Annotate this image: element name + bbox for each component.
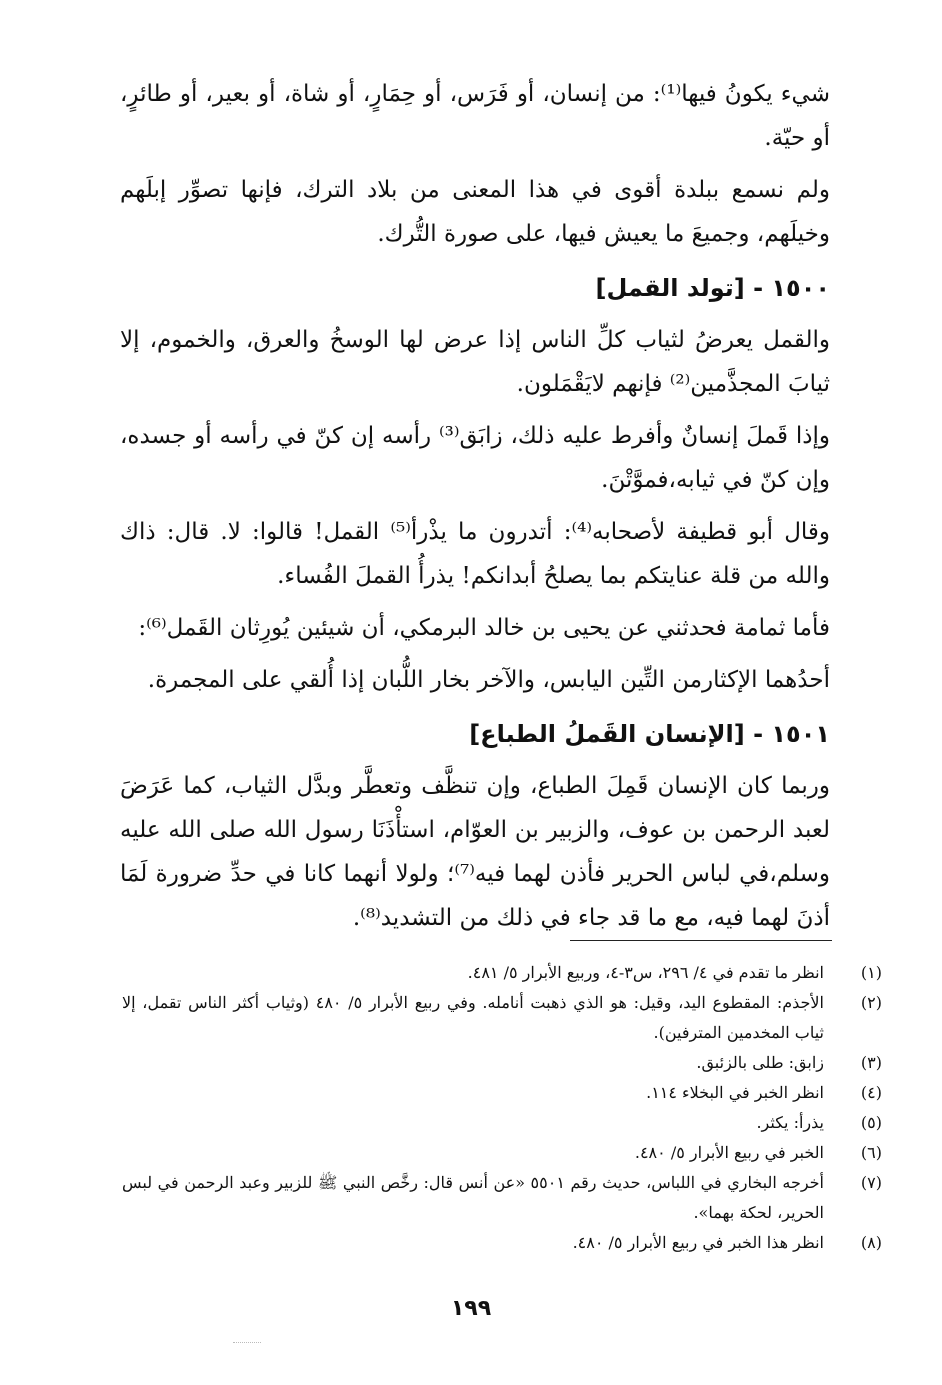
footnote-number: (٥) [860,1113,882,1132]
footnote-text: أخرجه البخاري في اللباس، حديث رقم ٥٥٠١ «عن أنس قال: رخَّص النبي ﷺ للزبير وعبد الرحمن في لبس الحرير، لحكة بهما». [122,1173,824,1222]
paragraph: والقمل يعرضُ لثياب كلِّ الناس إذا عرض لها الوسخُ والعرق، والخموم، إلا ثيابَ المجذَّمين⁽²⁾ فإنهم لايَقْمَلون. [120,327,830,397]
footnote-text: انظر الخبر في البخلاء ١١٤. [646,1083,824,1102]
footnotes [122,958,882,1258]
section-heading: ١٥٠١ - [الإنسان القَملُ الطباع] [469,720,830,748]
footnote [122,1108,882,1138]
footnote-text: الأجذم: المقطوع اليد، وقيل: هو الذي ذهبت أنامله. وفي ربيع الأبرار ٥/ ٤٨٠ (وثياب أكثر الناس تقمل، إلا ثياب المخدمين المترفين). [122,993,824,1042]
scan-mark [233,1342,261,1343]
footnote [122,1078,882,1108]
footnote [122,958,882,988]
footnote [122,988,882,1048]
footnote-text: الخبر في ربيع الأبرار ٥/ ٤٨٠. [634,1143,824,1162]
footnote-text: انظر هذا الخبر في ربيع الأبرار ٥/ ٤٨٠. [572,1233,824,1252]
footnote-text: يذرأ: يكثر. [756,1113,824,1132]
footnote-text: زابق: طلى بالزئبق. [696,1053,824,1072]
footnote-number: (٨) [860,1233,882,1252]
paragraph: وإذا قَملَ إنسانٌ وأفرط عليه ذلك، زابَق⁽³⁾ رأسه إن كنّ في رأسه أو جسده، وإن كنّ في ثيابه،فموَّتْنَ. [120,423,830,493]
footnote [122,1048,882,1078]
footnote [122,1228,882,1258]
paragraph: فأما ثمامة فحدثني عن يحيى بن خالد البرمكي، أن شيئين يُورِثان القَمل⁽⁶⁾: [138,615,830,641]
footnote-number: (٦) [860,1143,882,1162]
section-heading: ١٥٠٠ - [تولد القمل] [595,274,830,302]
paragraph: أحدُهما الإكثارمن التِّين اليابس، والآخر بخار اللُّبان إذا أُلقي على المجمرة. [147,667,830,693]
footnote-text: انظر ما تقدم في ٤/ ٢٩٦، س٣-٤، وربيع الأبرار ٥/ ٤٨١. [467,963,824,982]
footnote-number: (٤) [860,1083,882,1102]
footnote-number: (١) [860,963,882,982]
main-text [120,72,830,948]
paragraph: شيء يكونُ فيها⁽¹⁾: من إنسان، أو فَرَس، أو حِمَارٍ، أو شاة، أو بعير، أو طائرٍ، أو حيّة. [120,81,830,151]
footnote-number: (٢) [860,993,882,1012]
footnote [122,1168,882,1228]
footnote-number: (٣) [860,1053,882,1072]
footnote-separator [570,940,832,941]
paragraph: وقال أبو قطيفة لأصحابه⁽⁴⁾: أتدرون ما يذْرأ⁽⁵⁾ القمل! قالوا: لا. قال: ذاك والله من قلة عنايتكم بما يصلحُ أبدانكم! يذرأُ القملَ الفُساء. [120,519,831,589]
paragraph: وربما كان الإنسان قَمِلَ الطباع، وإن تنظَّف وتعطَّر وبدَّل الثياب، كما عَرَضَ لعبد الرحمن بن عوف، والزبير بن العوّام، استأْذَنَا رسول الله صلى الله عليه وسلم،في لباس الحرير فأذن لهما فيه⁽⁷⁾؛ ولولا أنهما كانا في حدِّ ضرورة لَمَا أذنَ لهما فيه، مع ما قد جاء في ذلك من التشديد⁽⁸⁾. [120,773,831,931]
paragraph: ولم نسمع ببلدة أقوى في هذا المعنى من بلاد الترك، فإنها تصوِّر إبلَهم وخيلَهم، وجميعَ ما يعيش فيها، على صورة التُّرك. [120,177,830,247]
footnote [122,1138,882,1168]
footnote-number: (٧) [860,1173,882,1192]
page-number: ١٩٩ [450,1296,492,1321]
